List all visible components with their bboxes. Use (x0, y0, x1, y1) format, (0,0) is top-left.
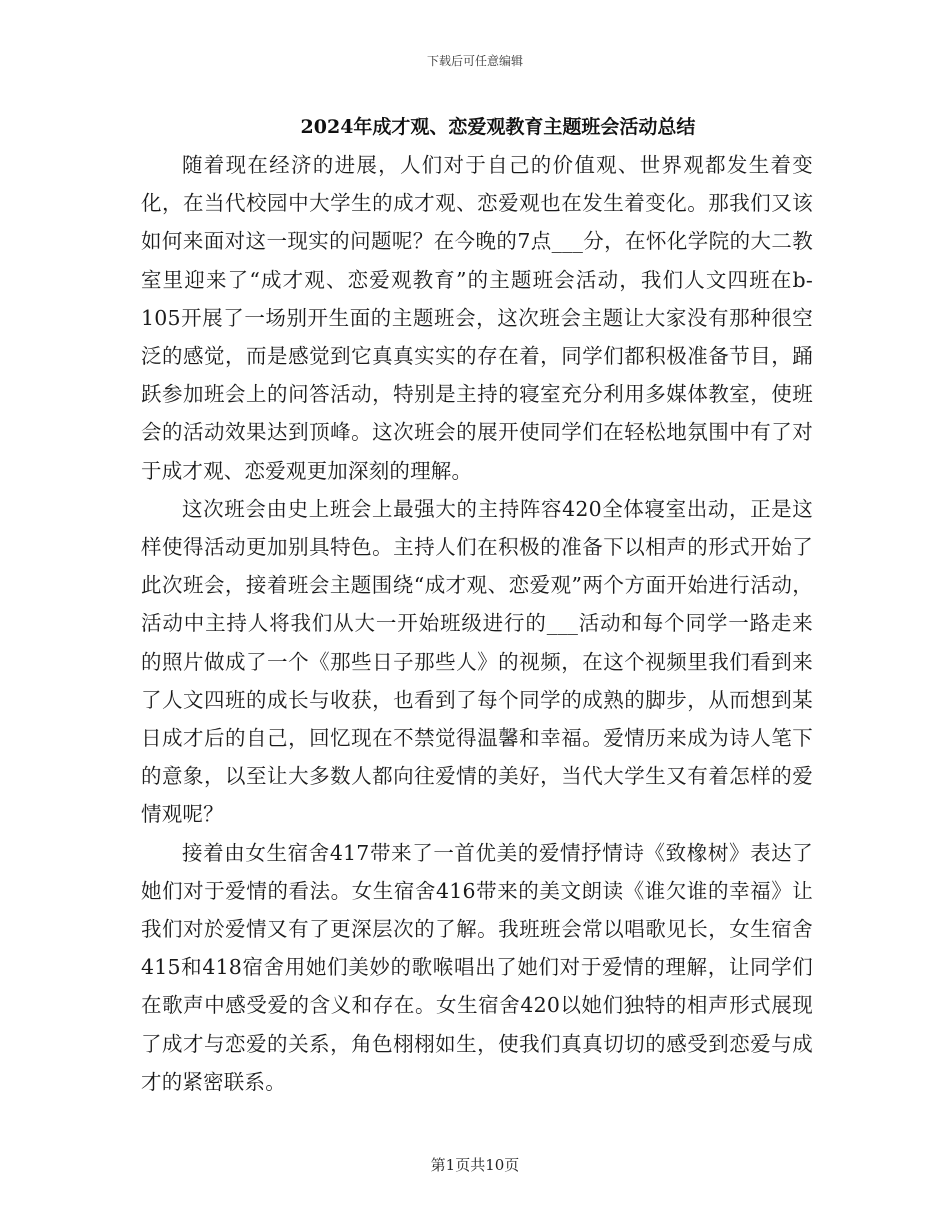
paragraph: 接着由女生宿舍417带来了一首优美的爱情抒情诗《致橡树》表达了她们对于爱情的看法。女生宿舍416带来的美文朗读《谁欠谁的幸福》让我们对於爱情又有了更深层次的了解。我班班会常以唱歌见长，女生宿舍415和418宿舍用她们美妙的歌喉唱出了她们对于爱情的理解，让同学们在歌声中感受爱的含义和存在。女生宿舍420以她们独特的相声形式展现了成才与恋爱的关系，角色栩栩如生，使我们真真切切的感受到恋爱与成才的紧密联系。 (141, 840, 813, 1094)
document-body (141, 146, 813, 1101)
paragraph: 这次班会由史上班会上最强大的主持阵容420全体寝室出动，正是这样使得活动更加别具特色。主持人们在积极的准备下以相声的形式开始了此次班会，接着班会主题围绕“成才观、恋爱观”两个方面开始进行活动，活动中主持人将我们从大一开始班级进行的___活动和每个同学一路走来的照片做成了一个《那些日子那些人》的视频，在这个视频里我们看到来了人文四班的成长与收获，也看到了每个同学的成熟的脚步，从而想到某日成才后的自己，回忆现在不禁觉得温馨和幸福。爱情历来成为诗人笔下的意象，以至让大多数人都向往爱情的美好，当代大学生又有着怎样的爱情观呢？ (141, 496, 813, 827)
page-header-note: 下载后可任意编辑 (426, 54, 523, 68)
paragraph: 随着现在经济的进展，人们对于自己的价值观、世界观都发生着变化，在当代校园中大学生的成才观、恋爱观也在发生着变化。那我们又该如何来面对这一现实的问题呢？在今晚的7点___分，在怀化学院的大二教室里迎来了“成才观、恋爱观教育”的主题班会活动，我们人文四班在b-105开展了一场别开生面的主题班会，这次班会主题让大家没有那种很空泛的感觉，而是感觉到它真真实实的存在着，同学们都积极准备节目，踊跃参加班会上的问答活动，特别是主持的寝室充分利用多媒体教室，使班会的活动效果达到顶峰。这次班会的展开使同学们在轻松地氛围中有了对于成才观、恋爱观更加深刻的理解。 (141, 153, 813, 483)
page-number-footer: 第1页共10页 (430, 1156, 520, 1174)
document-title: 2024年成才观、恋爱观教育主题班会活动总结 (300, 116, 696, 138)
